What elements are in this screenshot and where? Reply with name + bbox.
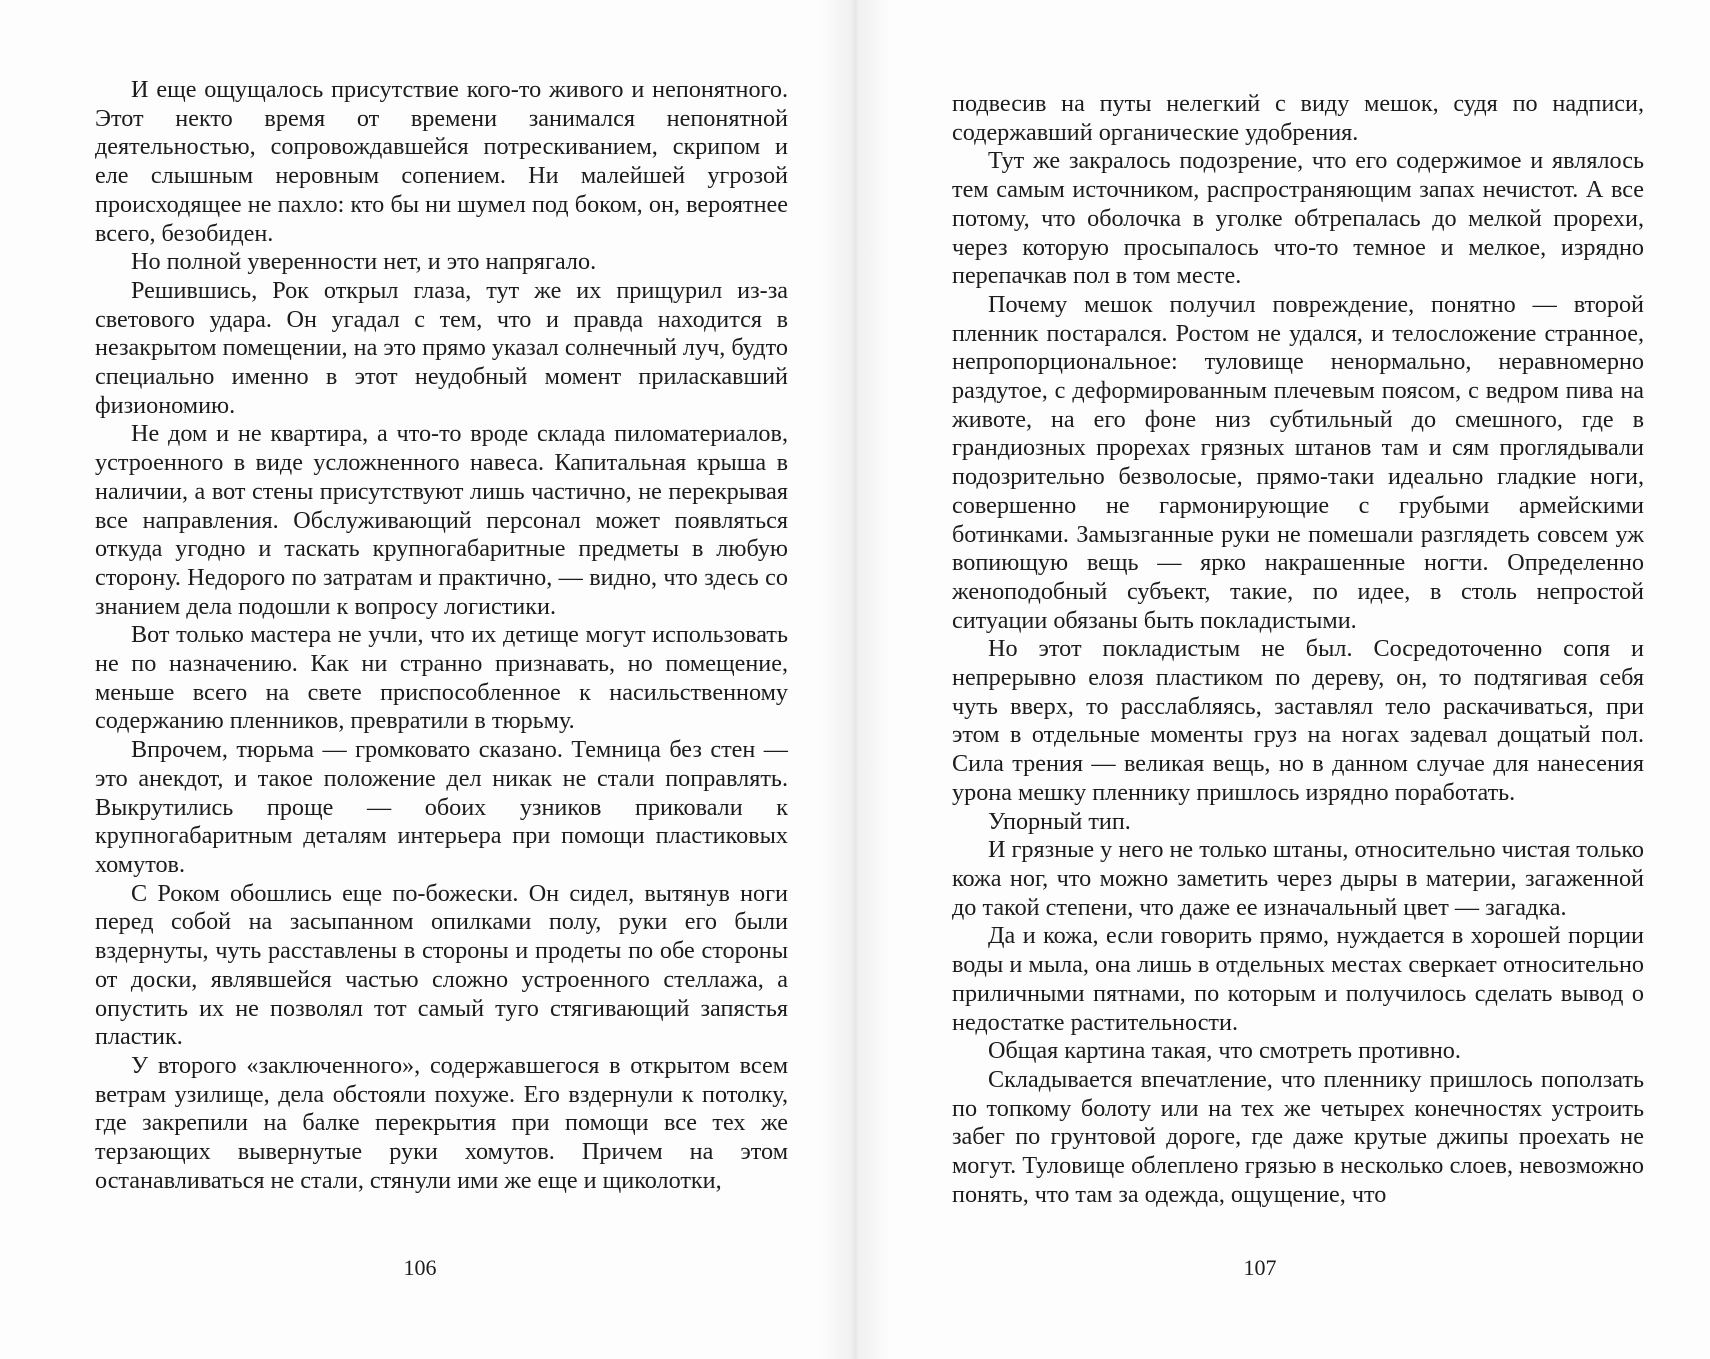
paragraph: Почему мешок получил повреждение, понятно — второй пленник постарался. Ростом не удался, и телосложение странное, непропорциональное: туловище ненормально, неравномерно раздутое, с деформированным плечевым поясом, с ведром пива на животе, на его фоне низ субтильный до смешного, где в грандиозных прорехах грязных штанов там и сям проглядывали подозрительно безволосые, прямо-таки идеально гладкие ноги, совершенно не гармонирующие с грубыми армейскими ботинками. Замызганные руки не помешали разглядеть совсем уж вопиющую вещь — ярко накрашенные ногти. Определенно женоподобный субъект, такие, по идее, в столь непростой ситуации обязаны быть покладистыми.	[952, 290, 1644, 634]
paragraph: Тут же закралось подозрение, что его содержимое и являлось тем самым источником, распространяющим запах нечистот. А все потому, что оболочка в уголке обтрепалась до мелкой прорехи, через которую просыпалось что-то темное и мелкое, изрядно перепачкав пол в том месте.	[952, 147, 1644, 290]
right-page-text	[952, 90, 1644, 1209]
paragraph: И грязные у него не только штаны, относительно чистая только кожа ног, что можно заметить через дыры в материи, загаженной до такой степени, что даже ее изначальный цвет — загадка.	[952, 836, 1645, 921]
paragraph: Да и кожа, если говорить прямо, нуждается в хорошей порции воды и мыла, она лишь в отдельных местах сверкает относительно приличными пятнами, по которым и получилось сделать вывод о недостатке растительности.	[952, 922, 1644, 1036]
left-page-text	[95, 76, 788, 1195]
paragraph: У второго «заключенного», содержавшегося в открытом всем ветрам узилище, дела обстояли похуже. Его вздернули к потолку, где закрепили на балке перекрытия при помощи все тех же терзающих вывернутые руки хомутов. Причем на этом останавливаться не стали, стянули ими же еще и щиколотки,	[95, 1051, 788, 1194]
paragraph: Общая картина такая, что смотреть противно.	[988, 1037, 1461, 1065]
page-number-right: 107	[1243, 1255, 1277, 1280]
paragraph: Вот только мастера не учли, что их детище могут использовать не по назначению. Как ни странно признавать, но помещение, меньше всего на свете приспособленное к насильственному содержанию пленников, превратили в тюрьму.	[95, 621, 788, 735]
paragraph: Не дом и не квартира, а что-то вроде склада пиломатериалов, устроенного в виде усложненного навеса. Капитальная крыша в наличии, а вот стены присутствуют лишь частично, не перекрывая все направления. Обслуживающий персонал может появляться откуда угодно и таскать крупногабаритные предметы в любую сторону. Недорого по затратам и практично, — видно, что здесь со знанием дела подошли к вопросу логистики.	[95, 420, 788, 620]
left-page	[0, 0, 840, 1359]
paragraph: Но полной уверенности нет, и это напрягало.	[131, 248, 597, 276]
paragraph: Но этот покладистым не был. Сосредоточенно сопя и непрерывно елозя пластиком по дереву, он, то подтягивая себя чуть вверх, то расслабляясь, заставлял тело раскачиваться, при этом в отдельные моменты груз на ногах задевал дощатый пол. Сила трения — великая вещь, но в данном случае для нанесения урона мешку пленнику пришлось изрядно поработать.	[952, 635, 1644, 806]
paragraph: И еще ощущалось присутствие кого-то живого и непонятного. Этот некто время от времени занимался непонятной деятельностью, сопровождавшейся потрескиванием, скрипом и еле слышным неровным сопением. Ни малейшей угрозой происходящее не пахло: кто бы ни шумел под боком, он, вероятнее всего, безобиден.	[95, 76, 788, 247]
paragraph: Впрочем, тюрьма — громковато сказано. Темница без стен — это анекдот, и такое положение дел никак не стали поправлять. Выкрутились проще — обоих узников приковали к крупногабаритным деталям интерьера при помощи пластиковых хомутов.	[95, 736, 788, 878]
paragraph: С Роком обошлись еще по-божески. Он сидел, вытянув ноги перед собой на засыпанном опилками полу, руки его были вздернуты, чуть расставлены в стороны и продеты по обе стороны от доски, являвшейся частью сложно устроенного стеллажа, а опустить их не позволял тот самый туго стягивающий запястья пластик.	[95, 879, 788, 1051]
page-number-left: 106	[403, 1255, 437, 1280]
paragraph: Складывается впечатление, что пленнику пришлось поползать по топкому болоту или на тех же четырех конечностях устроить забег по грунтовой дороге, где даже крутые джипы проехать не могут. Туловище облеплено грязью в несколько слоев, невозможно понять, что там за одежда, ощущение, что	[952, 1065, 1644, 1208]
right-page	[870, 0, 1710, 1359]
paragraph: Упорный тип.	[988, 807, 1131, 835]
paragraph: Решившись, Рок открыл глаза, тут же их прищурил из-за светового удара. Он угадал с тем, что и правда находится в незакрытом помещении, на это прямо указал солнечный луч, будто специально именно в этот неудобный момент приласкавший физиономию.	[95, 276, 788, 419]
paragraph-continuation: подвесив на путы нелегкий с виду мешок, судя по надписи, содержавший органические удобрения.	[952, 90, 1644, 146]
